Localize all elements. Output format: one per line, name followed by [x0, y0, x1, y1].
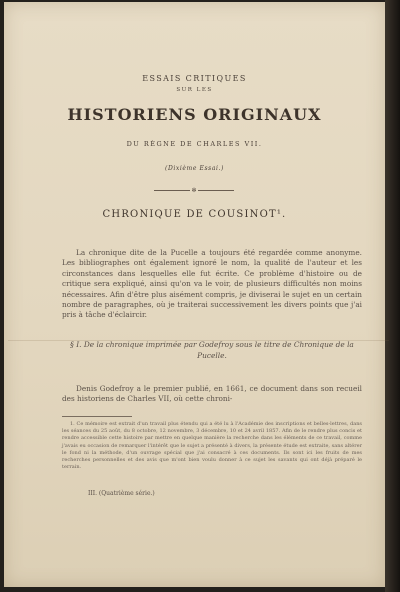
series-heading: ESSAIS CRITIQUES	[142, 74, 247, 83]
series-connector: SUR LES	[176, 87, 213, 93]
footnote-rule	[62, 416, 132, 417]
main-subtitle: DU RÈGNE DE CHARLES VII.	[126, 140, 263, 148]
page-edge-shadow	[385, 0, 400, 592]
body-paragraph: La chronique dite de la Pucelle a toujours été regardée comme anonyme. Les bibliographes ont également ignoré le nom, la qualité de l'auteur et les circonstances dans lesquelles elle fut écrite. Ce problème d'histoire ou de critique sera expliqué, ainsi qu'on va le voir, de plusieurs difficultés non moins nécessaires. Afin d'être plus aisément compris, je diviserai le sujet en un certain nombre de paragraphes, où je traiterai successivement les divers points que j'ai pris à tâche d'éclaircir.	[62, 248, 362, 320]
document-page	[4, 2, 385, 587]
section-heading: § I. De la chronique imprimée par Godefroy sous le titre de Chronique de la Pucelle.	[70, 340, 354, 360]
chapter-title: CHRONIQUE DE COUSINOT¹.	[102, 209, 287, 220]
body-paragraph: Denis Godefroy a le premier publié, en 1661, ce document dans son recueil des historiens de Charles VII, où cette chroni-	[62, 384, 362, 404]
ornament-icon: ✻	[191, 187, 197, 194]
part-label: (Dixième Essai.)	[165, 165, 224, 172]
signature-mark: III. (Quatrième série.)	[88, 490, 155, 497]
footnote: 1. Ce mémoire est extrait d'un travail plus étendu qui a été lu à l'Académie des inscriptions et belles-lettres, dans les séances du 25 août, du 8 octobre, 12 novembre, 3 décembre, 10 et 24 avril 1857. Afin de le rendre plus concis et rendre accessible cette histoire par mettre en quelque manière la recherche dans les éléments de ce travail, comme j'avais eu occasion de remarquer l'intérêt que le sujet a présenté à divers, la présente étude est extraite, sans altérer le fond ni la méthode, d'un ouvrage spécial que j'ai consacré à ces documents. Ils sont ici les fruits de mes recherches personnelles et des avis que m'ont bien voulu donner à ce sujet les savants qui ont déjà préparé le terrain.	[62, 421, 362, 471]
main-title: HISTORIENS ORIGINAUX	[67, 105, 322, 124]
